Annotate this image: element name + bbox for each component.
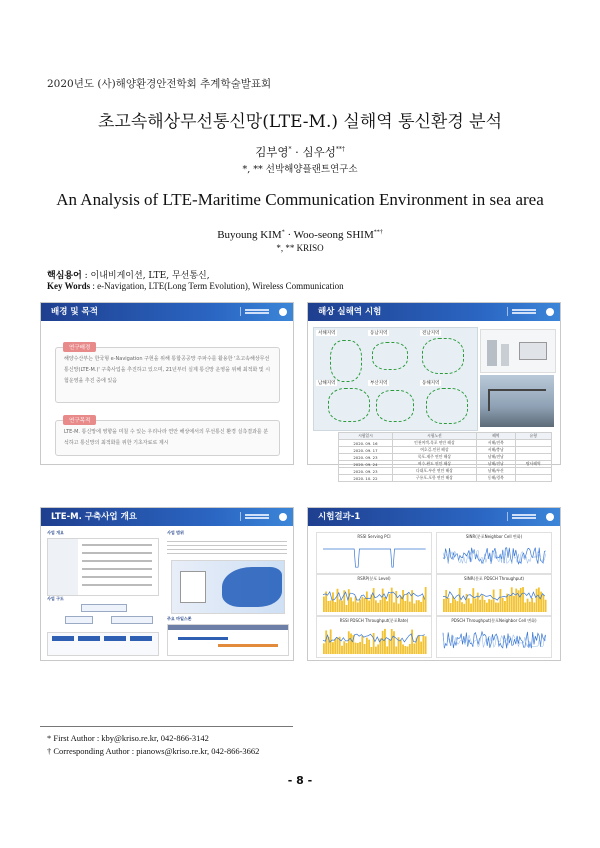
table-cell: 다대포-부산 연안 해상 (392, 468, 476, 475)
chart-bar (493, 590, 495, 612)
table-cell: 남해/전남 (476, 461, 515, 468)
table-cell (515, 454, 551, 461)
chart-bar (339, 599, 341, 612)
chart-bar (370, 647, 372, 654)
chart-bar (536, 589, 538, 612)
chart-plot (317, 582, 431, 614)
result-chart (316, 574, 432, 616)
chart-title: SINR(분포 PDSCH Throughput) (464, 576, 524, 581)
chart-title: RSSI PDSCH Throughput(분포Rate) (339, 618, 409, 623)
chart-bar (524, 602, 526, 612)
chart-bar (355, 643, 357, 654)
table-cell: 목포-제주 연안 해상 (392, 454, 476, 461)
chart-bar (337, 637, 339, 654)
chart-bar (393, 631, 395, 654)
chart-bar (359, 599, 361, 612)
section-heading: 사업 구도 (47, 596, 64, 601)
ship-photo (480, 375, 554, 427)
chart-bar (341, 601, 343, 612)
table-cell (515, 440, 551, 447)
chart-bar (411, 590, 413, 612)
table-cell: 여수-완도 연안 해상 (392, 461, 476, 468)
research-background-label: 연구배경 (63, 342, 96, 352)
table-cell: 탐사해역 (515, 461, 551, 468)
chart-bar (416, 600, 418, 612)
logo-icon (240, 307, 275, 316)
chart-plot (437, 582, 551, 614)
map-label: 남해지역 (318, 381, 336, 386)
chart-bar (409, 644, 411, 654)
keywords-english: Key Words : e-Navigation, LTE(Long Term Evolution), Wireless Communication (47, 281, 344, 291)
chart-bar (391, 588, 393, 612)
chart-bar (411, 630, 413, 654)
flow-chart (47, 632, 159, 656)
chart-bar (350, 633, 352, 654)
chart-bar (497, 603, 499, 612)
chart-bar (373, 588, 375, 612)
table-cell: 동해/경북 (476, 475, 515, 482)
table-cell (515, 475, 551, 482)
chart-bar (375, 600, 377, 612)
authors-korean: 김부영* · 심우성**† (255, 145, 345, 159)
result-chart (436, 574, 552, 616)
flow-box (65, 616, 93, 624)
logo-icon (507, 512, 542, 521)
chart-bar (389, 594, 391, 612)
chart-bar (459, 588, 461, 612)
chart-bar (475, 599, 477, 612)
chart-bar (402, 644, 404, 654)
table-cell (515, 468, 551, 475)
chart-bar (495, 602, 497, 612)
table-cell: 인천여객-목포 연안 해상 (392, 440, 476, 447)
chart-bar (400, 596, 402, 612)
chart-bar (477, 593, 479, 612)
scope-text (167, 538, 287, 556)
chart-bar (402, 590, 404, 612)
chart-bar (384, 597, 386, 612)
chart-plot (317, 624, 431, 656)
chart-bar (386, 646, 388, 654)
test-schedule-table (338, 432, 552, 482)
logo-icon (240, 512, 275, 521)
chart-bar (515, 589, 517, 612)
chart-bar (361, 636, 363, 654)
table-header-row: 시험일시 시험노선 해역 유형 (339, 433, 552, 440)
chart-bar (404, 646, 406, 654)
table-cell: 서해/충남 (476, 447, 515, 454)
chart-bar (407, 646, 409, 654)
footnote-corresponding-author: † Corresponding Author : pianows@kriso.re.kr, 042-866-3662 (47, 746, 260, 756)
chart-bar (400, 640, 402, 654)
chart-bar (545, 600, 547, 612)
slide-background-purpose (40, 302, 294, 465)
chart-title: RSRP(분포 Level) (357, 576, 391, 581)
slide-lte-m-overview (40, 507, 294, 661)
circle-icon (279, 308, 287, 316)
table-cell: 서해/전북 (476, 440, 515, 447)
chart-bar (461, 602, 463, 612)
chart-bar (373, 633, 375, 654)
table-cell (515, 447, 551, 454)
chart-bar (348, 589, 350, 612)
route-line (376, 390, 414, 422)
chart-line (323, 549, 426, 567)
chart-bar (334, 639, 336, 654)
table-row (339, 475, 552, 482)
chart-bar (511, 587, 513, 612)
chart-bar (422, 636, 424, 654)
chart-bar (490, 600, 492, 612)
chart-bar (418, 600, 420, 612)
slide-sea-test (307, 302, 561, 481)
table-cell: 남해/전남 (476, 454, 515, 461)
chart-bar (377, 644, 379, 654)
chart-bar (332, 642, 334, 654)
chart-bar (346, 643, 348, 654)
map-label: 동남지역 (370, 331, 388, 336)
chart-bar (386, 601, 388, 612)
map-label: 서해지역 (318, 331, 336, 336)
chart-bar (366, 638, 368, 654)
chart-bar (452, 596, 454, 612)
section-heading: 사업 범위 (167, 530, 184, 535)
chart-bar (468, 598, 470, 612)
route-line (426, 388, 468, 424)
table-row (339, 468, 552, 475)
chart-bar (343, 641, 345, 654)
table-cell: 2020. 09. 23 (339, 468, 393, 475)
chart-bar (375, 647, 377, 654)
table-cell: 2020. 09. 16 (339, 440, 393, 447)
chart-bar (341, 646, 343, 654)
page-number: - 8 - (287, 774, 313, 787)
chart-bar (520, 588, 522, 612)
chart-bar (509, 596, 511, 612)
chart-bar (398, 604, 400, 612)
chart-bar (425, 636, 427, 654)
chart-bar (457, 601, 459, 612)
chart-bar (404, 601, 406, 612)
chart-bar (361, 597, 363, 612)
chart-plot (437, 624, 551, 656)
chart-bar (418, 635, 420, 654)
chart-bar (538, 587, 540, 612)
table-cell: 2020. 09. 24 (339, 461, 393, 468)
chart-bar (395, 646, 397, 654)
map-label: 부산지역 (370, 381, 388, 386)
result-chart (316, 616, 432, 658)
chart-bar (425, 587, 427, 612)
chart-bar (413, 643, 415, 654)
chart-bar (420, 642, 422, 654)
chart-bar (368, 601, 370, 612)
chart-bar (359, 642, 361, 654)
chart-bar (384, 629, 386, 654)
table-cell: 여호길-인천 해상 (392, 447, 476, 454)
circle-icon (279, 513, 287, 521)
table-cell: 2020. 09. 23 (339, 454, 393, 461)
slide-header: 해상 실해역 시험 (308, 303, 560, 321)
chart-bar (479, 600, 481, 612)
route-line (328, 388, 370, 422)
title-korean: 초고속해상무선통신망(LTE-M.) 실해역 통신환경 분석 (97, 112, 502, 132)
route-line (422, 338, 464, 374)
research-background-box: 해양수산부는 한국형 e-Navigation 구현을 위해 통합공공망 주파수를 활용한 '초고속해상무선통신망(LTE-M.)' 구축사업을 추진하고 있으며, 21년부터 실제 통신망 운영을 위해 최적화 및 시험운영을 추진 중에 있음 (55, 347, 280, 403)
result-chart (436, 616, 552, 658)
chart-plot (437, 540, 551, 572)
chart-bar (531, 598, 533, 612)
chart-bar (472, 588, 474, 612)
route-line (330, 340, 362, 382)
result-chart (436, 532, 552, 574)
chart-title: PDSCH Throughput(분포Neighbor Cell 변화) (451, 618, 537, 623)
chart-bar (332, 592, 334, 612)
chart-bar (357, 602, 359, 612)
chart-plot (317, 540, 431, 572)
equipment-photo (480, 329, 556, 373)
milestone-chart (167, 624, 289, 656)
table-row (339, 447, 552, 454)
research-purpose-box: LTE-M. 통신망에 영향을 미칠 수 있는 우리나라 연안 해상에서의 무선통신 환경 실측결과를 분석하고 통신망의 최적화를 위한 기초자료로 제시 (55, 420, 280, 456)
slide-header: LTE-M. 구축사업 개요 (41, 508, 293, 526)
chart-bar (393, 602, 395, 612)
chart-bar (407, 593, 409, 612)
chart-bar (522, 587, 524, 612)
chart-title: SINR(분포Neighbor Cell 변화) (465, 534, 523, 539)
map-label: 전남지역 (422, 331, 440, 336)
chart-bar (377, 603, 379, 612)
research-purpose-label: 연구목적 (63, 415, 96, 425)
section-heading: 주요 마일스톤 (167, 616, 192, 621)
chart-bar (504, 601, 506, 612)
chart-bar (422, 596, 424, 612)
chart-bar (529, 602, 531, 612)
test-route-map (313, 327, 478, 431)
network-diagram (171, 560, 285, 614)
result-chart (316, 532, 432, 574)
chart-bar (350, 597, 352, 612)
chart-bar (352, 601, 354, 612)
chart-bar (413, 603, 415, 612)
chart-bar (366, 591, 368, 612)
chart-bar (470, 604, 472, 612)
table-cell: 남해/부산 (476, 468, 515, 475)
chart-bar (409, 602, 411, 612)
chart-bar (481, 595, 483, 612)
table-cell: 2020. 09. 17 (339, 447, 393, 454)
chart-bar (328, 601, 330, 612)
table-cell: 구룡포-포항 연안 해상 (392, 475, 476, 482)
footnote-divider (40, 726, 293, 727)
authors-english: Buyoung KIM* · Woo-seong SHIM**† (217, 229, 383, 241)
chart-title: RSSI Serving PCI (357, 534, 391, 539)
chart-bar (325, 630, 327, 654)
chart-bar (334, 602, 336, 612)
chart-bar (542, 595, 544, 612)
chart-bar (513, 596, 515, 612)
slide-test-results-1 (307, 507, 561, 661)
keywords-korean: 핵심용어 : 이내비게이션, LTE, 무선통신, (47, 271, 210, 281)
affiliation-english: *, ** KRISO (276, 243, 324, 253)
chart-bar (448, 598, 450, 612)
slide-header: 배경 및 목적 (41, 303, 293, 321)
chart-bar (368, 640, 370, 654)
chart-bar (443, 599, 445, 612)
chart-bar (488, 599, 490, 612)
chart-bar (391, 629, 393, 654)
chart-bar (380, 600, 382, 612)
project-info-table (47, 538, 159, 596)
chart-bar (364, 644, 366, 654)
route-line (372, 342, 408, 370)
chart-bar (420, 602, 422, 612)
chart-bar (323, 597, 325, 612)
chart-bar (502, 598, 504, 612)
chart-bar (454, 600, 456, 612)
chart-bar (337, 589, 339, 612)
chart-bar (382, 631, 384, 654)
table-row (339, 454, 552, 461)
flow-box (81, 604, 127, 612)
flow-box (111, 616, 153, 624)
table-row (339, 461, 552, 468)
section-heading: 사업 개요 (47, 530, 64, 535)
chart-bar (330, 600, 332, 612)
chart-bar (527, 599, 529, 612)
map-label: 동해지역 (422, 381, 440, 386)
table-cell: 2020. 10. 22 (339, 475, 393, 482)
conference-name: 2020년도 (사)해양환경안전학회 추계학술발표회 (47, 78, 272, 90)
circle-icon (546, 308, 554, 316)
chart-line (443, 635, 546, 648)
chart-bar (323, 643, 325, 654)
slide-header: 시험결과-1 (308, 508, 560, 526)
chart-bar (389, 639, 391, 654)
logo-icon (507, 307, 542, 316)
chart-bar (445, 590, 447, 612)
chart-bar (382, 589, 384, 612)
chart-bar (357, 643, 359, 654)
table-row (339, 440, 552, 447)
chart-bar (450, 603, 452, 612)
chart-bar (484, 600, 486, 612)
circle-icon (546, 513, 554, 521)
chart-bar (348, 631, 350, 654)
chart-bar (463, 604, 465, 612)
chart-bar (364, 598, 366, 612)
title-english: An Analysis of LTE-Maritime Communication Environment in sea area (56, 190, 544, 209)
chart-bar (500, 589, 502, 612)
chart-bar (346, 605, 348, 612)
chart-bar (486, 603, 488, 612)
affiliation-korean: *, ** 선박해양플랜트연구소 (242, 164, 358, 175)
footnote-first-author: * First Author : kby@kriso.re.kr, 042-866-3142 (47, 733, 209, 743)
chart-bar (533, 602, 535, 612)
